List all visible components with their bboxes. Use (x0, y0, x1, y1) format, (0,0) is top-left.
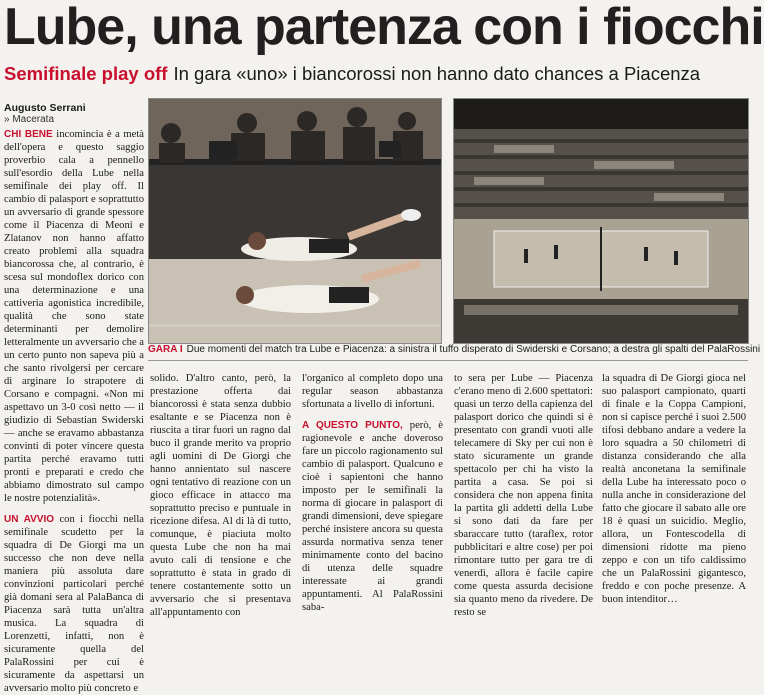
paragraph-text: però, è ragionevole e anche doveroso fare un piccolo ragionamento sul cambio di palasport. Qualcuno e cioè i sapientoni che hanno imposto per le semifinali la norma di giocare in palasport di grandi dimensioni, deve spiegare perché insistere ancora su questa assurda normativa senza tener minimamente conto del bacino di utenza delle squadre interessate ai grandi appuntamenti. Al PalaRossini saba- (302, 420, 443, 613)
paragraph (302, 419, 443, 614)
photo-arena-stands (453, 98, 749, 344)
subhead-kicker: Semifinale play off (4, 63, 168, 84)
paragraph-text: con i fiocchi nella semifinale scudetto per la squadra di De Giorgi ma un successo che non deve nella maniera più assoluta dare convinzioni particolari perché già domani sera al PalaBanca di Piacenza sarà tutta un'altra musica. La squadra di Lorenzetti, infatti, non è sicuramente quella del PalaRossini per cui è sicuramente da aspettarsi un avversario molto più concreto e (4, 514, 144, 694)
article-column-4 (454, 372, 593, 618)
subhead-text: In gara «uno» i biancorossi non hanno dato chances a Piacenza (173, 63, 701, 84)
photo-caption (148, 344, 761, 361)
paragraph-lead: A QUESTO PUNTO, (302, 420, 403, 431)
article-column-5 (602, 372, 746, 605)
photo-dive-illustration (149, 99, 441, 343)
paragraph: la squadra di De Giorgi gioca nel suo palasport campionato, quarti di finale e la Coppa Campioni, non si capisce perché i suoi 2.500 tifosi debbano andare a vedere la loro squadra a 50 chilometri di distanza considerando che alla realtà anconetana la semifinale della Lube ha interessato poco o nulla anche in considerazione del fatto che giocare il sabato alle ore 18 è quasi un suicidio. Meglio, allora, un Fontescodella di dimensioni ridotte ma pieno zeppo e con un tifo caldissimo che un PalaRossini gigantesco, freddo e con poche presenze. A buon intenditor… (602, 373, 746, 605)
paragraph-lead: UN AVVIO (4, 514, 55, 525)
byline-dateline: » Macerata (4, 114, 55, 125)
caption-text: Due momenti del match tra Lube e Piacenza: a sinistra il tuffo disperato di Swiderski e Corsano; a destra gli spalti del PalaRossini (186, 344, 761, 355)
paragraph: solido. D'altro canto, però, la prestazione offerta dai biancorossi è stata senza dubbio esaltante e se Piacenza non è riuscita a tirar fuori un ragno dal buco il grande merito va proprio agli uomini di De Giorgi che hanno annientato sul nascere ogni tentativo di reazione con un gioco efficace in attacco ma soprattutto preciso e puntuale in ricezione difesa. Al di là di tutto, comunque, è piaciuta molto questa Lube che non ha mai avuto cali di tensione e che soprattutto è stata in grado di tenere costantemente sotto un avversario che si presentava all'appuntamento con (150, 373, 291, 618)
photo-match-dive (148, 98, 442, 344)
article-column-1 (4, 128, 144, 694)
caption-label: GARA I (148, 344, 183, 355)
article-column-3 (302, 372, 443, 613)
headline: Lube, una partenza con i fiocchi (4, 0, 764, 56)
paragraph (4, 128, 144, 505)
paragraph: l'organico al completo dopo una regular season abbastanza sfortunata a livello di infortuni. (302, 373, 443, 410)
subhead (4, 62, 748, 86)
paragraph-lead: CHI BENE (4, 129, 53, 140)
photo-arena-illustration (454, 99, 748, 343)
byline (4, 102, 86, 126)
byline-author: Augusto Serrani (4, 102, 86, 114)
paragraph: to sera per Lube — Piacenza c'erano meno di 2.600 spettatori: quasi un terzo della capienza del palasport dorico che quindi si è presentato con grandi vuoti alle telecamere di Sky per cui non è stato sicuramente un grande spettacolo per chi ha visto la partita a casa. Se poi si considera che non appena finita la partita gli addetti della Lube si sono dati da fare per sbaraccare tutto (taraflex, rotor pubblicitari e altre cose) per poi rimontare tutto per gara tre di venerdì, allora è facile capire come questa assurda decisione sia quanto meno da rivedere. De resto se (454, 373, 593, 618)
article-column-2 (150, 372, 291, 618)
paragraph (4, 513, 144, 695)
paragraph-text: incomincia è a metà dell'opera e questo saggio proverbio cala a pennello sull'esordio della Lube nella semifinale dei play off. Il cambio di palasport e soprattutto un avversario di grande spessore come il Piacenza di Meoni e Zlatanov non hanno affatto creato problemi alla squadra biancorossa che, al contrario, è scesa sul mondoflex dorico con una determinazione e una cattiveria agonistica incredibile, qualità che sono state determinanti per demolire letteralmente un avversario che a un certo punto non sapeva più a che santo rivolgersi per cercare di arginare lo strapotere di Corsano e compagni. «Non mi aspettavo un 3-0 così netto — il giudizio di Sebastian Swiderski — anche se eravamo abbastanza convinti di poter vincere questa partita perché eravamo tutti pronti e preparati e credo che abbiamo dimostrato sul campo le nostre potenzialità». (4, 129, 144, 504)
